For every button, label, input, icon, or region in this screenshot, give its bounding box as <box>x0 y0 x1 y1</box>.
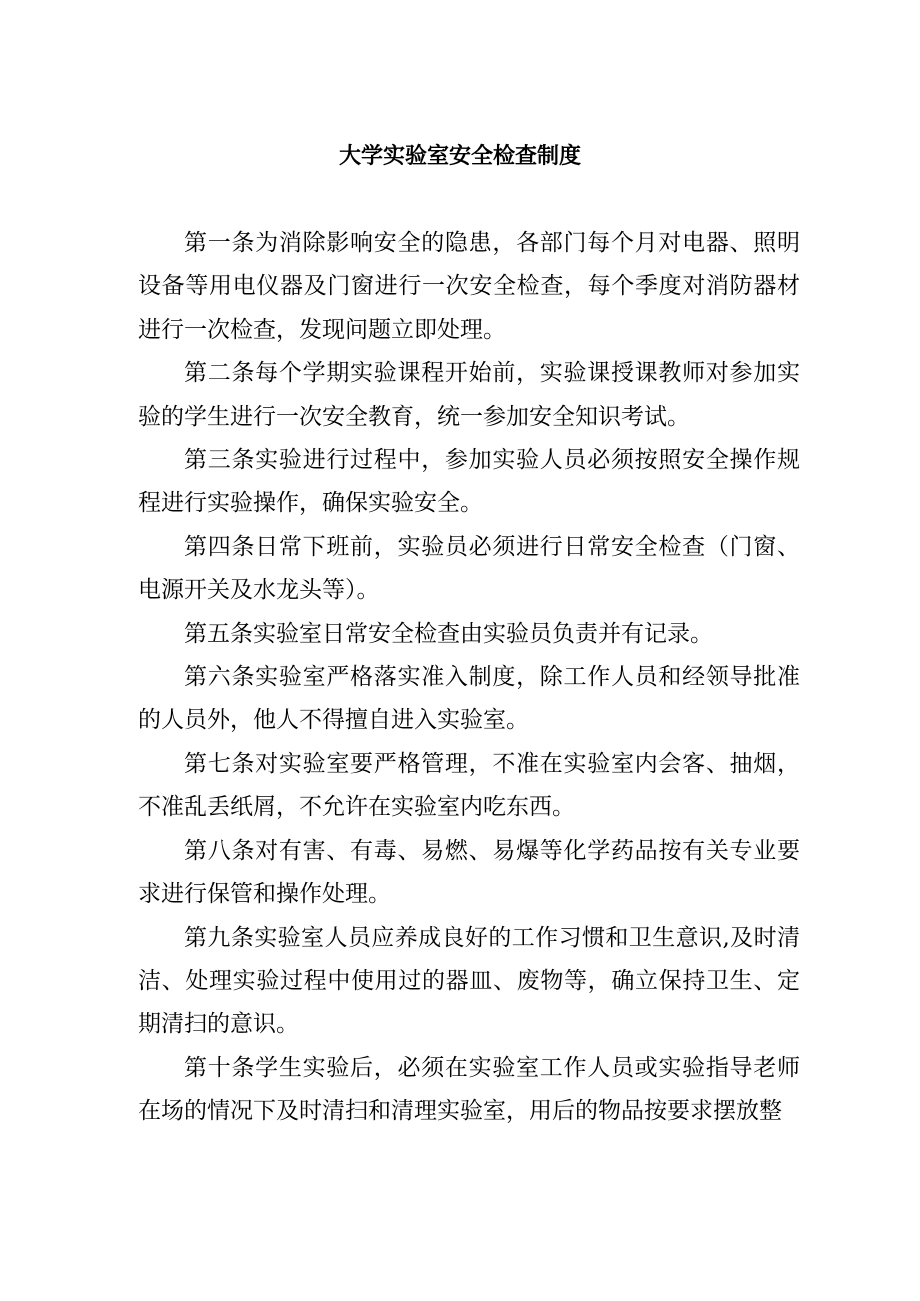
article-1: 第一条为消除影响安全的隐患，各部门每个月对电器、照明设备等用电仪器及门窗进行一次安全检查，每个季度对消防器材进行一次检查，发现问题立即处理。 <box>138 230 800 343</box>
article-7: 第七条对实验室要严格管理，不准在实验室内会客、抽烟，不准乱丢纸屑，不允许在实验室内吃东西。 <box>138 750 800 821</box>
article-3: 第三条实验进行过程中，参加实验人员必须按照安全操作规程进行实验操作，确保实验安全。 <box>138 447 800 517</box>
article-8: 第八条对有害、有毒、易燃、易爆等化学药品按有关专业要求进行保管和操作处理。 <box>138 837 800 908</box>
document-title: 大学实验室安全检查制度 <box>338 143 581 169</box>
article-6: 第六条实验室严格落实准入制度，除工作人员和经领导批准的人员外，他人不得擅自进入实验室。 <box>138 664 800 734</box>
article-5: 第五条实验室日常安全检查由实验员负责并有记录。 <box>184 620 713 647</box>
article-9: 第九条实验室人员应养成良好的工作习惯和卫生意识,及时清洁、处理实验过程中使用过的器皿、废物等，确立保持卫生、定期清扫的意识。 <box>138 924 800 1038</box>
article-10: 第十条学生实验后，必须在实验室工作人员或实验指导老师在场的情况下及时清扫和清理实验室，用后的物品按要求摆放整 <box>138 1054 800 1125</box>
article-4: 第四条日常下班前，实验员必须进行日常安全检查（门窗、电源开关及水龙头等）。 <box>138 533 800 604</box>
article-2: 第二条每个学期实验课程开始前，实验课授课教师对参加实验的学生进行一次安全教育，统一参加安全知识考试。 <box>138 360 800 430</box>
document-body <box>138 222 800 1134</box>
